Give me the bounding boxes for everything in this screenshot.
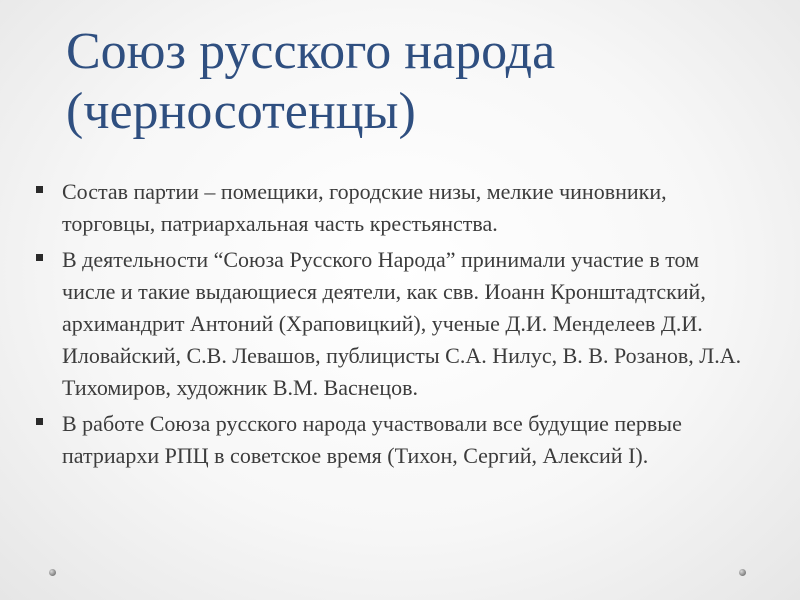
bullet-item [30, 176, 750, 240]
title-line-2: (черносотенцы) [66, 83, 416, 140]
square-bullet-icon [36, 254, 43, 261]
corner-dot-icon [739, 569, 746, 576]
bullet-list [30, 176, 750, 476]
bullet-item [30, 408, 750, 472]
slide-title [66, 22, 766, 142]
title-line-1: Союз русского народа [66, 23, 556, 80]
bullet-text: В работе Союза русского народа участвовали все будущие первые патриархи РПЦ в советское время (Тихон, Сергий, Алексий I). [62, 411, 682, 468]
square-bullet-icon [36, 186, 43, 193]
square-bullet-icon [36, 418, 43, 425]
bullet-text: Состав партии – помещики, городские низы, мелкие чиновники, торговцы, патриархальная часть крестьянства. [62, 179, 667, 236]
bullet-text: В деятельности “Союза Русского Народа” принимали участие в том числе и такие выдающиеся деятели, как свв. Иоанн Кронштадтский, архимандрит Антоний (Храповицкий), ученые Д.И. Менделеев Д.И. Иловайский, С.В. Левашов, публицисты С.А. Нилус, В. В. Розанов, Л.А. Тихомиров, художник В.М. Васнецов. [62, 247, 742, 400]
corner-dot-icon [49, 569, 56, 576]
bullet-item [30, 244, 750, 404]
